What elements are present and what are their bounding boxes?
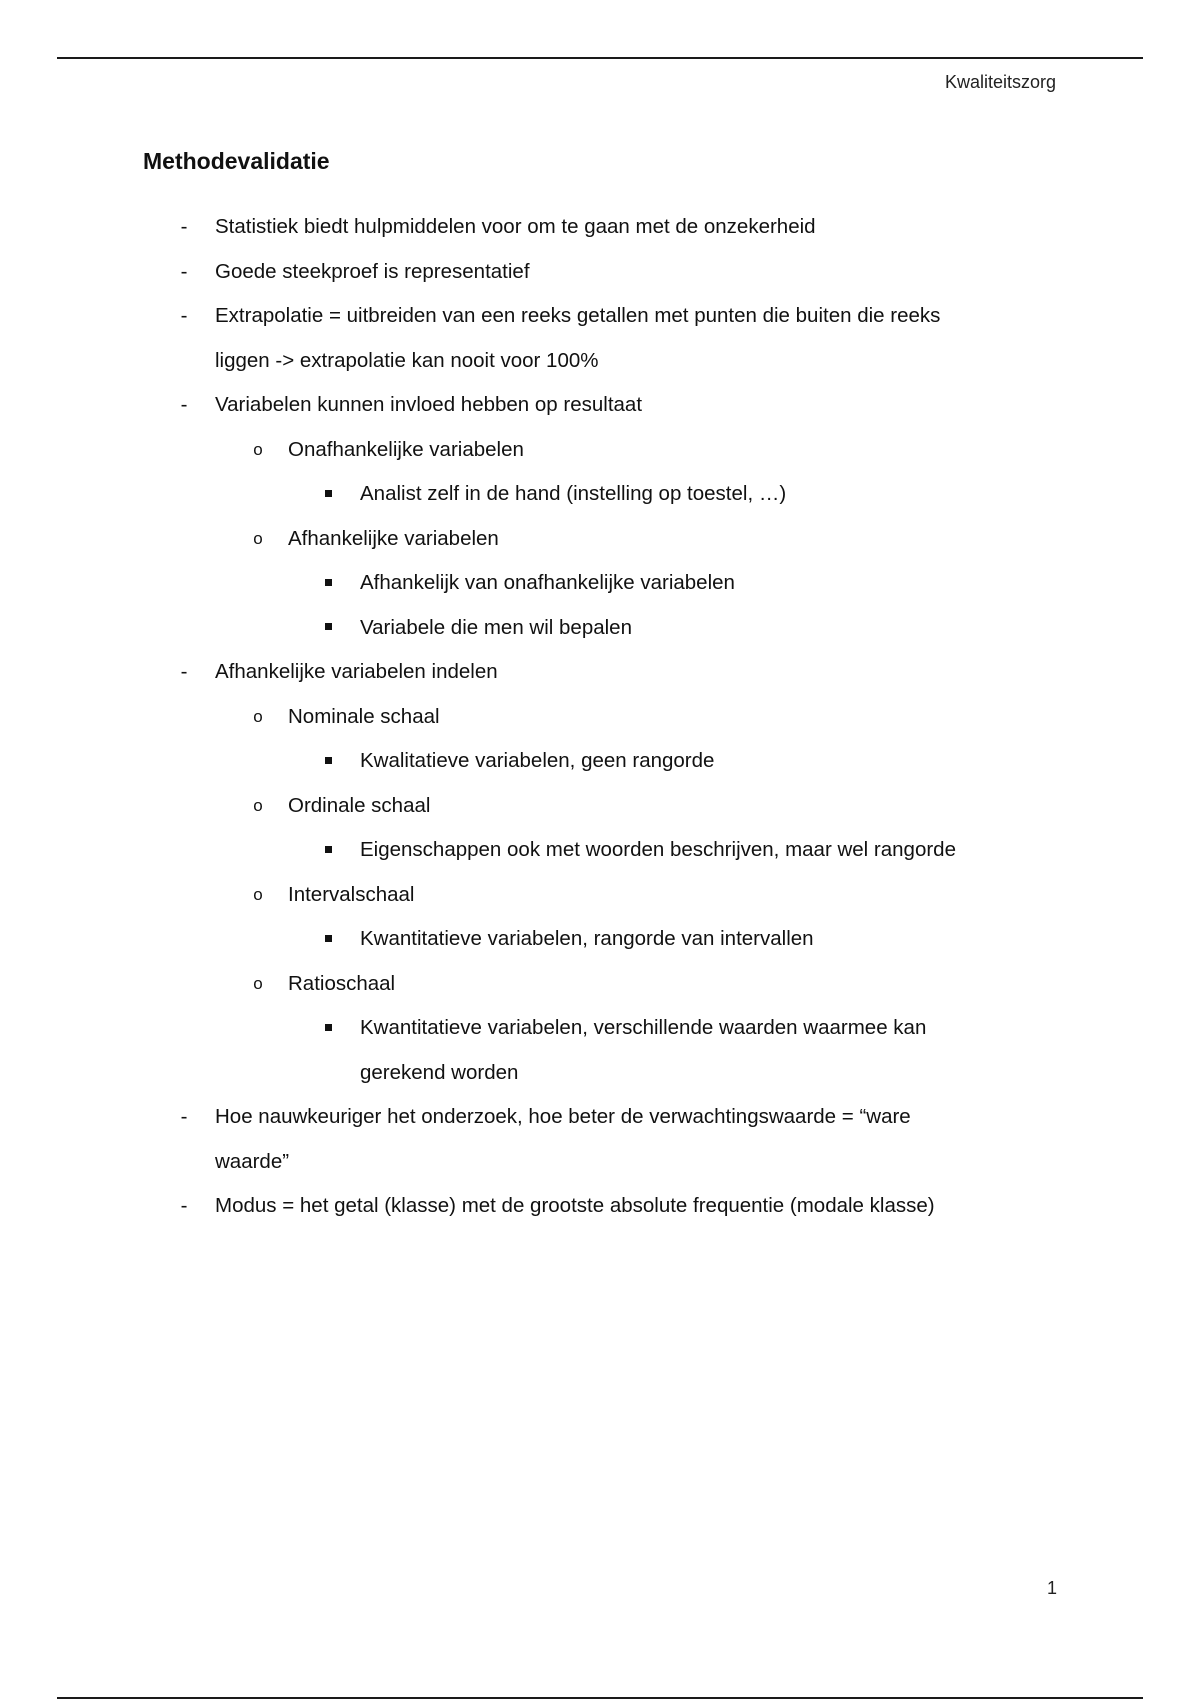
list-item-text: Afhankelijk van onafhankelijke variabelen — [360, 571, 735, 594]
square-bullet-icon — [325, 623, 332, 630]
list-item-text: Eigenschappen ook met woorden beschrijven, maar wel rangorde — [360, 838, 956, 861]
list-item-level-3 — [0, 924, 1200, 969]
dash-bullet-icon: - — [180, 1194, 188, 1217]
list-item-text: Goede steekproef is representatief — [215, 259, 530, 283]
list-item-level-1 — [0, 657, 1200, 702]
list-item-level-3 — [0, 479, 1200, 524]
list-item-text: gerekend worden — [360, 1060, 519, 1084]
square-bullet-icon — [325, 490, 332, 497]
square-bullet-icon — [325, 935, 332, 942]
page-number: 1 — [1046, 1578, 1057, 1598]
square-bullet-icon — [318, 746, 338, 776]
square-bullet-icon — [325, 1024, 332, 1031]
square-bullet-icon — [325, 757, 332, 764]
square-bullet-icon — [325, 579, 332, 586]
list-item-level-2 — [0, 435, 1200, 480]
list-item-level-1 — [0, 1191, 1200, 1236]
list-item-level-2 — [0, 880, 1200, 925]
dash-bullet-icon: - — [180, 304, 188, 327]
list-item-text: Intervalschaal — [288, 882, 415, 906]
list-item-level-2 — [0, 969, 1200, 1014]
circle-bullet-icon: o — [253, 795, 263, 815]
list-item-text: Kwantitatieve variabelen, verschillende waarden waarmee kan — [360, 1016, 927, 1039]
list-item-text: Statistiek biedt hulpmiddelen voor om te gaan met de onzekerheid — [215, 215, 816, 238]
dash-bullet-icon: - — [180, 259, 188, 283]
list-item-level-1 — [0, 257, 1200, 302]
list-item-text: Nominale schaal — [288, 704, 440, 728]
list-item-level-2 — [0, 524, 1200, 569]
list-item-level-1 — [0, 301, 1200, 346]
square-bullet-icon — [318, 1013, 338, 1043]
list-item-level-1 — [0, 346, 1200, 391]
square-bullet-icon — [318, 835, 338, 865]
circle-bullet-icon: o — [253, 439, 263, 459]
square-bullet-icon — [318, 924, 338, 954]
list-item-level-2 — [0, 702, 1200, 747]
list-item-level-3 — [0, 568, 1200, 613]
list-item-text: Hoe nauwkeuriger het onderzoek, hoe beter de verwachtingswaarde = “ware — [215, 1105, 911, 1128]
list-item-text: Analist zelf in de hand (instelling op toestel, …) — [360, 482, 787, 505]
circle-bullet-icon: o — [253, 528, 263, 548]
footer-rule — [57, 1697, 1143, 1699]
list-item-text: waarde” — [215, 1149, 290, 1173]
circle-bullet-icon: o — [253, 973, 263, 993]
list-item-text: Afhankelijke variabelen — [288, 526, 499, 550]
list-item-level-1 — [0, 212, 1200, 257]
list-item-level-1 — [0, 1147, 1200, 1192]
list-item-level-3 — [0, 613, 1200, 658]
list-item-level-1 — [0, 1102, 1200, 1147]
list-item-text: liggen -> extrapolatie kan nooit voor 100% — [215, 348, 599, 372]
square-bullet-icon — [325, 846, 332, 853]
list-item-level-3 — [0, 746, 1200, 791]
header-rule — [57, 57, 1143, 59]
page-title: Methodevalidatie — [143, 148, 330, 174]
list-item-text: Variabele die men wil bepalen — [360, 615, 632, 639]
dash-bullet-icon: - — [180, 660, 188, 683]
square-bullet-icon — [318, 479, 338, 509]
dash-bullet-icon: - — [180, 215, 188, 238]
list-item-text: Kwalitatieve variabelen, geen rangorde — [360, 749, 715, 772]
list-item-level-3 — [0, 1013, 1200, 1058]
list-item-level-3 — [0, 1058, 1200, 1103]
list-item-text: Kwantitatieve variabelen, rangorde van intervallen — [360, 927, 814, 950]
list-item-text: Modus = het getal (klasse) met de grootste absolute frequentie (modale klasse) — [215, 1194, 935, 1217]
circle-bullet-icon: o — [253, 884, 263, 904]
dash-bullet-icon: - — [180, 393, 188, 416]
square-bullet-icon — [318, 568, 338, 598]
list-item-text: Variabelen kunnen invloed hebben op resultaat — [215, 393, 643, 416]
list-item-level-3 — [0, 835, 1200, 880]
circle-bullet-icon: o — [253, 706, 263, 726]
list-item-text: Ratioschaal — [288, 971, 396, 995]
list-item-text: Afhankelijke variabelen indelen — [215, 660, 498, 683]
running-header: Kwaliteitszorg — [944, 72, 1056, 92]
bullet-list — [0, 212, 1200, 1236]
list-item-level-1 — [0, 390, 1200, 435]
list-item-text: Ordinale schaal — [288, 793, 431, 817]
dash-bullet-icon: - — [180, 1105, 188, 1128]
list-item-text: Onafhankelijke variabelen — [288, 437, 524, 461]
square-bullet-icon — [318, 613, 338, 643]
list-item-text: Extrapolatie = uitbreiden van een reeks getallen met punten die buiten die reeks — [215, 304, 941, 327]
list-item-level-2 — [0, 791, 1200, 836]
